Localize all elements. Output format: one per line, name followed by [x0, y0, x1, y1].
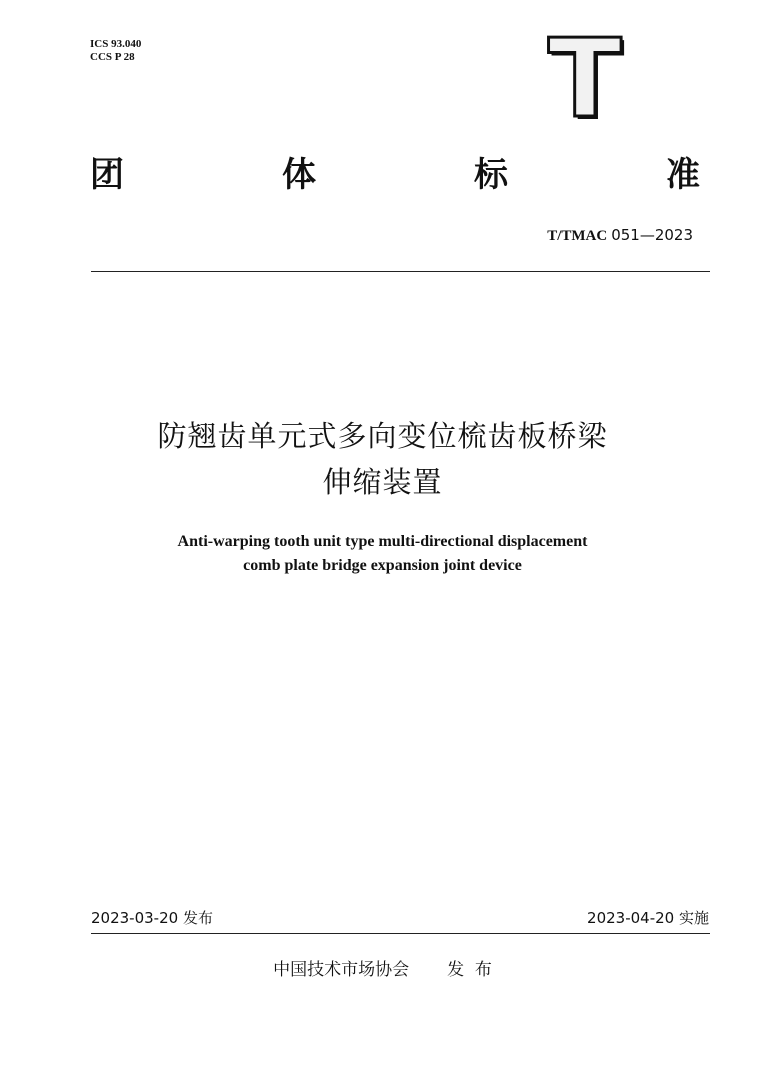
bottom-divider	[91, 933, 710, 934]
standard-number-prefix: T/TMAC	[547, 228, 608, 244]
standard-type-char: 准	[666, 155, 700, 195]
issuer-action: 发 布	[447, 960, 492, 980]
ccs-code: CCS P 28	[90, 51, 135, 63]
title-cn-line1: 防翘齿单元式多向变位梳齿板桥梁	[157, 419, 608, 453]
standard-type-heading	[90, 150, 700, 200]
title-cn-line2: 伸缩装置	[322, 465, 443, 499]
title-en-line2: comb plate bridge expansion joint device	[243, 557, 522, 574]
classification-codes	[90, 38, 141, 64]
issuer-line	[0, 955, 765, 980]
standard-type-char: 团	[90, 155, 124, 195]
standard-type-char: 体	[282, 155, 316, 195]
issuer-org: 中国技术市场协会	[273, 960, 410, 980]
standard-type-char: 标	[474, 155, 508, 195]
top-divider	[91, 271, 710, 272]
issue-date: 2023-03-20 发布	[91, 909, 213, 927]
ics-code: ICS 93.040	[90, 38, 142, 50]
standard-number-value: 051—2023	[611, 226, 693, 244]
title-en-line1: Anti-warping tooth unit type multi-directional displacement	[177, 533, 588, 550]
implementation-date: 2023-04-20 实施	[587, 909, 709, 927]
standard-number	[547, 226, 693, 245]
standard-category-letter: T	[548, 17, 622, 142]
